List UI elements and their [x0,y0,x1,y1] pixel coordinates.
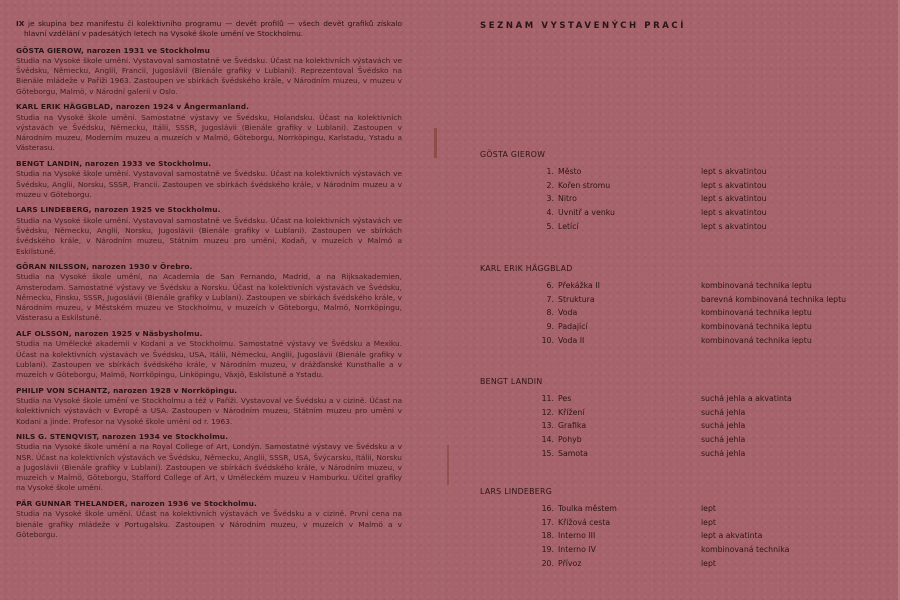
work-row [480,421,880,435]
work-row [480,222,880,236]
work-technique: barevná kombinovaná technika leptu [701,294,847,304]
intro-paragraph [16,19,402,40]
work-title: Grafika [558,421,587,431]
paper-stain [434,128,437,158]
work-number: 3. [546,194,554,204]
artist-bio [16,205,402,256]
work-row [480,394,880,408]
work-title: Nitro [558,194,577,204]
artist-name: PÄR GUNNAR THELANDER, [16,498,128,508]
work-number: 13. [541,421,554,431]
work-number: 6. [546,281,554,290]
artist-bio-text: Studia na Vysoké škole umění ve Stockholmu a též v Paříži. Vystavoval ve Švédsku a v cizině. Účast na kolektivních výstavách v Evropě a USA. Zastoupen v Národním muzeu, Státním muzeu pro umění v Kodani a jinde. Profesor na Vysoké škole umění od r. 1963. [16,395,402,426]
work-technique: lept s akvatintou [701,221,767,231]
work-number: 16. [541,504,554,513]
artist-birth: narozen 1925 ve Stockholmu. [91,205,221,215]
work-title: Struktura [558,294,595,304]
work-row [480,194,880,208]
work-row [480,295,880,309]
artist-works-group [480,487,880,572]
artist-bio [16,432,402,494]
artist-bio [16,386,402,427]
artist-bio-text: Studia na Vysoké škole umění. Samostatné výstavy ve Švédsku, Holandsku. Účast na kolektivních výstavách ve Švédsku, Německu, Itálii, SSSR, Jugoslávii (Bienále grafiky v Lublani). Zastoupen v Národním muzeu, Moderním muzeu a muzeích v Malmö, Göteborgu, Norrköpingu, Karlstadu, Ystadu a Västerasu. [16,112,402,153]
work-number: 10. [541,335,554,345]
artist-name: GÖRAN NILSSON, [16,261,90,271]
artist-name: KARL ERIK HÄGGBLAD, [16,102,114,112]
work-technique: lept s akvatintou [701,167,767,176]
work-technique: lept s akvatintou [701,208,767,218]
artist-birth: narozen 1934 ve Stockholmu. [99,432,229,441]
work-technique: lept s akvatintou [701,180,767,190]
work-row [480,408,880,422]
artist-bio-text: Studia na Umělecké akademii v Kodani a ve Stockholmu. Samostatné výstavy ve Švédsku a Mexiku. Účast na kolektivních výstavách ve Švédsku, USA, Itálii, Německu, Anglii, Jugoslávii (Bienále grafiky v Lublani). Zastoupen ve sbírkách švédského krále, v Národním muzeu, v drážďanské Kunsthalle a v muzeích v Göteborgu, Malmö, Norrköpingu, Linköpingu, Växjö, Eskilstuně a Ystadu. [16,339,402,380]
artist-name: BENGT LANDIN, [16,158,83,168]
work-title: Uvnitř a venku [558,208,615,218]
work-technique: lept [701,558,716,568]
work-title: Letící [558,221,579,231]
artist-bio-text: Studia na Vysoké škole umění. Účast na kolektivních výstavách ve Švédsku a v cizině. První cena na bienále grafiky mládeže v Portugalsku. Zastoupen v Národním muzeu, v muzeích v Malmö a v Göteborgu. [16,509,402,539]
work-number: 7. [546,294,554,304]
artist-bio [16,159,402,200]
work-technique: suchá jehla [701,421,746,431]
work-title: Toulka městem [558,504,617,513]
work-row [480,449,880,463]
artist-works-group [480,150,880,235]
work-number: 14. [541,435,554,445]
artist-birth: narozen 1933 ve Stockholmu. [82,158,212,168]
work-title: Město [558,167,582,176]
work-title: Kořen stromu [558,180,611,190]
work-technique: kombinovaná technika leptu [701,322,812,332]
work-row [480,545,880,559]
work-row [480,208,880,222]
artist-bio [16,329,402,380]
artist-bio-text: Studia na Vysoké škole umění, na Academia de San Fernando, Madrid, a na Rijksakademien, Amsterodam. Samostatné výstavy ve Švédsku a Norsku. Účast na kolektivních výstavách ve Švédsku, Německu, Finsku, SSSR, Jugoslávii (Bienále grafiky v Lublani). Zastoupen ve sbírkách švédského krále, v Národním muzeu, v Městském muzeu ve Stockholmu, v muzeích v Göteborgu, Malmö, Norrköpingu, Västerasu a Eskilstuně. [16,272,402,323]
work-row [480,281,880,295]
left-page-artist-bios [16,19,402,545]
work-row [480,181,880,195]
work-row [480,322,880,336]
artist-name: BENGT LANDIN [480,377,543,386]
work-number: 20. [541,558,554,568]
work-technique: kombinovaná technika [701,545,790,555]
work-number: 5. [546,221,554,231]
work-technique: suchá jehla [701,407,746,417]
work-title: Samota [558,448,588,458]
work-number: 18. [541,531,554,541]
work-row [480,559,880,573]
work-number: 17. [541,517,554,527]
intro-text: je skupina bez manifestu či kolektivního programu — devět profilů — všech devět grafiků získalo hlavní vzdělání v padesátých letech na Vysoké škole umění ve Stockholmu. [24,19,402,39]
work-title: Křížení [558,407,585,417]
work-technique: lept s akvatintou [701,194,767,204]
work-number: 19. [541,545,554,555]
artist-name: ALF OLSSON, [16,328,72,338]
work-title: Padající [558,322,588,332]
artist-birth: narozen 1928 v Norrköpingu. [110,385,238,395]
artist-birth: narozen 1925 v Näsbysholmu. [71,328,203,338]
artist-birth: narozen 1924 v Ångermanland. [113,102,250,112]
work-title: Pes [558,394,572,403]
work-title: Interno IV [558,545,596,555]
work-technique: suchá jehla a akvatinta [701,394,792,403]
artist-name: GÖSTA GIEROW [480,150,546,159]
artist-name: KARL ERIK HÄGGBLAD [480,264,573,273]
artist-bio [16,102,402,153]
work-technique: kombinovaná technika leptu [701,335,812,345]
artist-name: LARS LINDEBERG [480,487,553,496]
work-title: Překážka II [558,281,600,290]
artist-birth: narozen 1931 ve Stockholmu [83,45,210,55]
work-title: Pohyb [558,435,582,445]
artist-birth: narozen 1930 v Örebro. [89,261,193,271]
artist-bio [16,46,402,97]
artist-bio [16,499,402,540]
work-number: 4. [546,208,554,218]
artist-name: NILS G. STENQVIST, [16,432,100,441]
work-row [480,336,880,350]
work-row [480,435,880,449]
work-number: 8. [546,308,554,318]
work-row [480,504,880,518]
work-row [480,518,880,532]
work-number: 1. [546,167,554,176]
artist-bio-text: Studia na Vysoké škole umění. Vystavoval samostatně ve Švédsku. Účast na kolektivních výstavách ve Švédsku, Německu, Anglii, Francii, Jugoslávii (Bienále grafiky v Lublani). Reprezentoval Švédsko na Bienále mládeže v Paříži 1963. Zastoupen ve sbírkách švédského krále, v Národním muzeu, v muzeu v Göteborgu, Malmö, v Národní galerii v Oslo. [16,55,402,96]
work-row [480,308,880,322]
work-technique: suchá jehla [701,435,746,445]
work-technique: suchá jehla [701,448,746,458]
artist-name: LARS LINDEBERG, [16,205,92,215]
artist-bio [16,262,402,324]
work-number: 11. [541,394,554,403]
work-title: Voda II [558,335,585,345]
artist-bio-text: Studia na Vysoké škole umění. Vystavoval samostatně ve Švédsku. Účast na kolektivních výstavách ve Švédsku, Německu, Anglii, Norsku, Jugoslávii (Bienále grafiky v Lublani). Zastoupen ve sbírkách švédského krále, v Národním muzeu, Státním muzeu pro umění, Kodaň, v muzeích v Malmö a Eskilstuně. [16,215,402,256]
artist-name: GÖSTA GIEROW, [16,45,84,55]
work-technique: lept a akvatinta [701,531,763,541]
group-name: IX [16,19,25,28]
work-technique: lept [701,517,716,527]
page-fold [436,0,438,600]
artist-works-group [480,264,880,349]
work-technique: lept [701,504,716,513]
work-title: Přívoz [558,558,582,568]
artist-bio-text: Studia na Vysoké škole umění a na Royal College of Art, Londýn. Samostatné výstavy ve Švédsku a v NSR. Účast na kolektivních výstavách ve Švédsku, Německu, Anglii, SSSR, USA, Švýcarsku, Itálii, Norsku a Jugoslávii (Bienále grafiky v Lublani). Zastoupen ve sbírkách švédského krále, v Národním muzeu, v muzeích v Malmö, Göteborgu, Stafford College of Art, v Uměleckém muzeu v Hamburku. Učitel grafiky na Vysoké škole umění. [16,442,402,493]
artist-name: PHILIP VON SCHANTZ, [16,385,111,395]
artist-birth: narozen 1936 ve Stockholmu. [127,498,257,508]
work-number: 2. [546,180,554,190]
work-row [480,167,880,181]
work-row [480,531,880,545]
work-number: 15. [541,448,554,458]
work-technique: kombinovaná technika leptu [701,281,812,290]
work-title: Interno III [558,531,596,541]
artist-bio-text: Studia na Vysoké škole umění. Vystavoval samostatně ve Švédsku. Účast na kolektivních výstavách ve Švédsku, Anglii, Norsku, SSSR, Francii. Zastoupen ve sbírkách švédského krále, v Národním muzeu a v muzeu v Göteborgu. [16,169,402,199]
works-list-title: SEZNAM VYSTAVENÝCH PRACÍ [480,21,687,31]
work-title: Voda [558,308,578,318]
work-title: Křížová cesta [558,517,611,527]
work-technique: kombinovaná technika leptu [701,308,812,318]
artist-works-group [480,377,880,462]
paper-stain [447,445,449,485]
work-number: 12. [541,407,554,417]
work-number: 9. [546,322,554,332]
